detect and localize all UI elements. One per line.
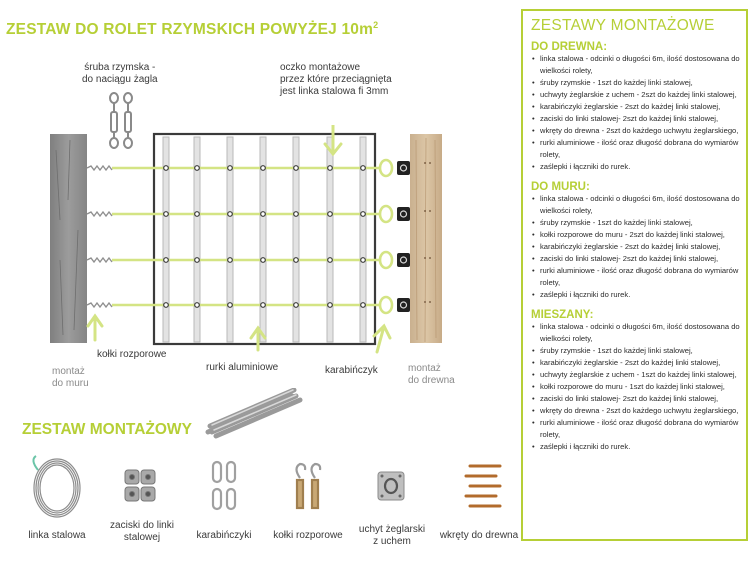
wall-mount-label <box>52 366 89 390</box>
list-item: • linka stalowa - odcinki o długości 6m, ilość dostosowana do wielkości rolety, <box>531 321 740 345</box>
concrete-wall-post <box>50 134 87 343</box>
kits-panel <box>521 9 748 541</box>
kit-caption-line1: uchyt żeglarski <box>358 524 426 535</box>
list-item: • karabińczyki żeglarskie - 2szt do każdej linki stalowej, <box>531 357 740 369</box>
section-mixed <box>531 309 740 453</box>
kit-caption-steel-cable <box>25 530 89 542</box>
turnbuckle-label <box>82 62 158 86</box>
list-item: • uchwyty żeglarskie z uchem - 1szt do każdej linki stalowej, <box>531 369 740 381</box>
list-item: • śruby rzymskie - 1szt do każdej linki stalowej, <box>531 77 740 89</box>
page-title <box>6 20 378 39</box>
list-item: • wkręty do drewna - 2szt do każdego uchwytu żeglarskiego, <box>531 405 740 417</box>
list-item: • linka stalowa - odcinki o długości 6m, ilość dostosowana do wielkości rolety, <box>531 53 740 77</box>
kit-caption-cable-clamps <box>104 520 180 544</box>
turnbuckle-icon <box>104 92 138 150</box>
wood-mount-label-line2: do drewna <box>408 375 455 386</box>
wood-mount-label-line1: montaż <box>408 363 441 374</box>
aluminium-tubes-label: rurki aluminiowe <box>206 362 279 373</box>
list-item: • zaślepki i łączniki do rurek. <box>531 161 740 173</box>
kit-caption-wall-plugs <box>270 530 346 542</box>
list-item: • kołki rozporowe do muru - 1szt do każdej linki stalowej, <box>531 381 740 393</box>
turnbuckle-label-line1: śruba rzymska - <box>84 62 156 73</box>
kit-caption-line1: kołki rozporowe <box>273 530 343 541</box>
pad-eyes <box>397 161 410 312</box>
kit-items-illustrations <box>0 400 520 530</box>
wall-mount-label-line2: do muru <box>52 378 89 389</box>
list-item: • rurki aluminiowe - ilość oraz długość dobrana do wymiarów rolety, <box>531 137 740 161</box>
section-wall <box>531 181 740 301</box>
carabiner-label: karabińczyk <box>325 365 378 376</box>
wood-mount-label <box>408 363 455 387</box>
kit-caption-pad-eye <box>356 524 428 548</box>
hook-anchors-icon <box>297 464 321 508</box>
kit-caption-carabiners <box>192 530 256 542</box>
kit-caption-line1: wkręty do drewna <box>439 530 519 541</box>
pad-eye-icon <box>378 472 404 500</box>
section-wood <box>531 41 740 173</box>
list-item: • kołki rozporowe do muru - 2szt do każdej linki stalowej, <box>531 229 740 241</box>
list-item: • karabińczyki żeglarskie - 2szt do każdej linki stalowej, <box>531 241 740 253</box>
cable-clamps-icon <box>125 470 155 501</box>
list-item: • śruby rzymskie - 1szt do każdej linki stalowej, <box>531 345 740 357</box>
list-item: • zaślepki i łączniki do rurek. <box>531 289 740 301</box>
kit-caption-line2: stalowej <box>123 532 161 543</box>
section-mixed-title: MIESZANY: <box>531 309 594 321</box>
list-item: • śruby rzymskie - 1szt do każdej linki stalowej, <box>531 217 740 229</box>
list-item: • rurki aluminiowe - ilość oraz długość dobrana do wymiarów rolety, <box>531 417 740 441</box>
eyelet-label-line3: jest linka stalowa fi 3mm <box>280 86 389 97</box>
carabiners <box>380 160 392 313</box>
eyelet-label-line2: przez które przeciągnięta <box>280 74 392 85</box>
page-title-text: ZESTAW DO ROLET RZYMSKICH POWYŻEJ 10m <box>6 21 374 39</box>
section-wall-list <box>531 193 740 301</box>
kit-title: ZESTAW MONTAŻOWY <box>22 421 192 438</box>
wood-screws-icon <box>466 466 500 506</box>
section-wood-list <box>531 53 740 173</box>
list-item: • rurki aluminiowe - ilość oraz długość dobrana do wymiarów rolety, <box>531 265 740 289</box>
steel-cables <box>112 168 380 305</box>
wooden-post <box>410 134 442 343</box>
list-item: • uchwyty żeglarskie z uchem - 2szt do każdej linki stalowej, <box>531 89 740 101</box>
section-wood-title: DO DREWNA: <box>531 41 608 53</box>
turnbuckles <box>87 166 112 307</box>
eyelet-label <box>280 62 392 98</box>
turnbuckle-label-line2: do naciągu żagla <box>82 74 158 85</box>
list-item: • zaciski do linki stalowej- 2szt do każdej linki stalowej, <box>531 393 740 405</box>
wall-plugs-label: kołki rozporowe <box>97 349 167 360</box>
callout-arrows <box>88 125 390 352</box>
list-item: • wkręty do drewna - 2szt do każdego uchwytu żeglarskiego, <box>531 125 740 137</box>
list-item: • zaciski do linki stalowej- 2szt do każdej linki stalowej, <box>531 253 740 265</box>
section-wall-title: DO MURU: <box>531 181 590 193</box>
eyelet-label-line1: oczko montażowe <box>280 62 361 73</box>
list-item: • zaciski do linki stalowej- 2szt do każdej linki stalowej, <box>531 113 740 125</box>
carabiners-icon <box>213 462 235 509</box>
wall-mount-label-line1: montaż <box>52 366 85 377</box>
kit-caption-line2: z uchem <box>373 536 411 547</box>
list-item: • linka stalowa - odcinki o długości 6m, ilość dostosowana do wielkości rolety, <box>531 193 740 217</box>
kit-caption-line1: zaciski do linki <box>110 520 174 531</box>
kits-panel-title: ZESTAWY MONTAŻOWE <box>531 17 715 34</box>
installation-diagram <box>40 125 480 360</box>
list-item: • karabińczyki żeglarskie - 2szt do każdej linki stalowej, <box>531 101 740 113</box>
page-title-superscript: 2 <box>373 20 379 30</box>
steel-cable-coil-icon <box>33 456 80 517</box>
kit-caption-line1: karabińczyki <box>196 530 252 541</box>
kit-caption-wood-screws <box>438 530 520 542</box>
section-mixed-list <box>531 321 740 453</box>
list-item: • zaślepki i łączniki do rurek. <box>531 441 740 453</box>
kit-caption-line1: linka stalowa <box>28 530 86 541</box>
